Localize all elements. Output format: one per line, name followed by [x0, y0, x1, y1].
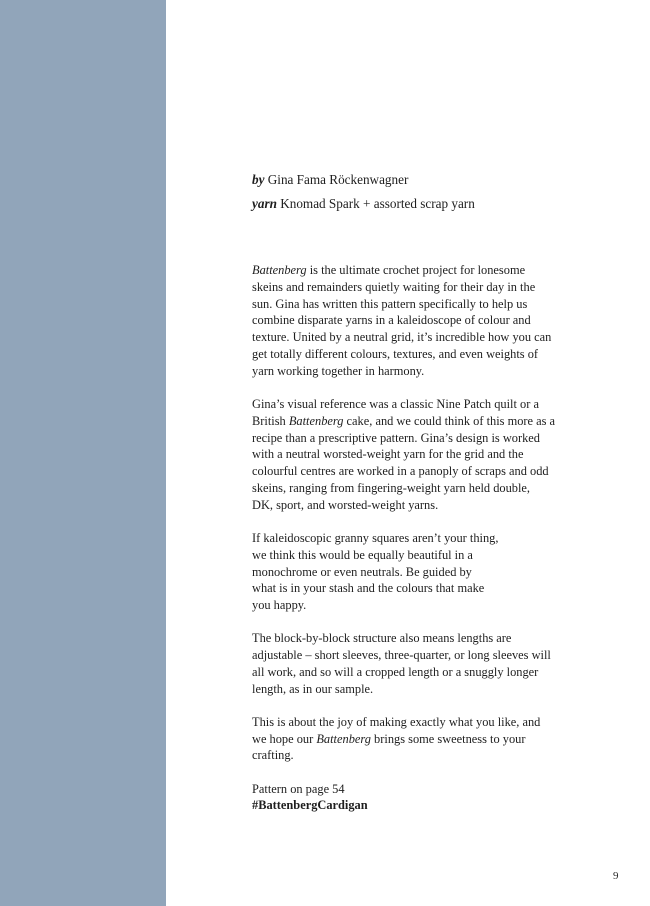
text-line: we think this would be equally beautiful in a: [252, 547, 473, 562]
text-line: DK, sport, and worsted-weight yarns.: [252, 497, 439, 512]
body-paragraph: [252, 630, 582, 697]
designer-name: Gina Fama Röckenwagner: [267, 172, 409, 187]
pattern-name: Battenberg: [252, 263, 307, 277]
body-paragraph: [252, 396, 582, 514]
body-paragraph: [252, 714, 582, 764]
text-line: combine disparate yarns in a kaleidoscope of colour and: [252, 313, 531, 328]
article-body: [252, 262, 582, 814]
designer-label: by: [252, 172, 265, 187]
body-paragraph: [252, 262, 582, 380]
text-line: we hope our Battenberg brings some sweetness to your: [252, 731, 526, 746]
text-line: The block-by-block structure also means lengths are: [252, 631, 512, 646]
pattern-name: Battenberg: [316, 731, 371, 746]
text-line: crafting.: [252, 748, 294, 763]
text-line: This is about the joy of making exactly what you like, and: [252, 714, 541, 729]
text-line: get totally different colours, textures, and even weights of: [252, 346, 539, 361]
text-line: skeins and remainders quietly waiting for their day in the: [252, 279, 536, 294]
text-line: you happy.: [252, 598, 307, 613]
pattern-name: Battenberg: [288, 413, 344, 428]
pattern-reference: [252, 781, 582, 815]
text-line: colourful centres are worked in a panoply of scraps and odd: [252, 464, 549, 479]
text-line: length, as in our sample.: [252, 681, 374, 696]
yarn-value: Knomad Spark + assorted scrap yarn: [280, 196, 475, 211]
text-line: texture. United by a neutral grid, it’s incredible how you can: [252, 330, 552, 345]
page-number: 9: [613, 870, 619, 882]
article-credits: [252, 168, 475, 216]
text-line: Battenberg is the ultimate crochet project for lonesome: [252, 263, 526, 277]
body-paragraph: [252, 530, 582, 614]
pattern-page-reference: Pattern on page 54: [252, 781, 345, 796]
yarn-credit: [252, 192, 475, 216]
text-line: sun. Gina has written this pattern specifically to help us: [252, 296, 528, 311]
text-line: skeins, ranging from fingering-weight yarn held double,: [252, 480, 531, 495]
text-line: monochrome or even neutrals. Be guided by: [252, 564, 472, 579]
text-line: Gina’s visual reference was a classic Nine Patch quilt or a: [252, 396, 539, 411]
yarn-label: yarn: [252, 196, 277, 211]
text-line: all work, and so will a cropped length or a snuggly longer: [252, 664, 539, 679]
text-line: with a neutral worsted-weight yarn for the grid and the: [252, 447, 524, 462]
designer-credit: [252, 168, 475, 192]
text-line: adjustable – short sleeves, three-quarter, or long sleeves will: [252, 648, 551, 663]
text-line: recipe than a prescriptive pattern. Gina’s design is worked: [252, 430, 540, 445]
text-line: what is in your stash and the colours that make: [252, 581, 485, 596]
hashtag: #BattenbergCardigan: [252, 798, 368, 813]
decorative-side-panel: [0, 0, 166, 906]
text-line: British Battenberg cake, and we could think of this more as a: [252, 413, 556, 428]
text-line: yarn working together in harmony.: [252, 363, 425, 378]
text-line: If kaleidoscopic granny squares aren’t your thing,: [252, 530, 499, 545]
